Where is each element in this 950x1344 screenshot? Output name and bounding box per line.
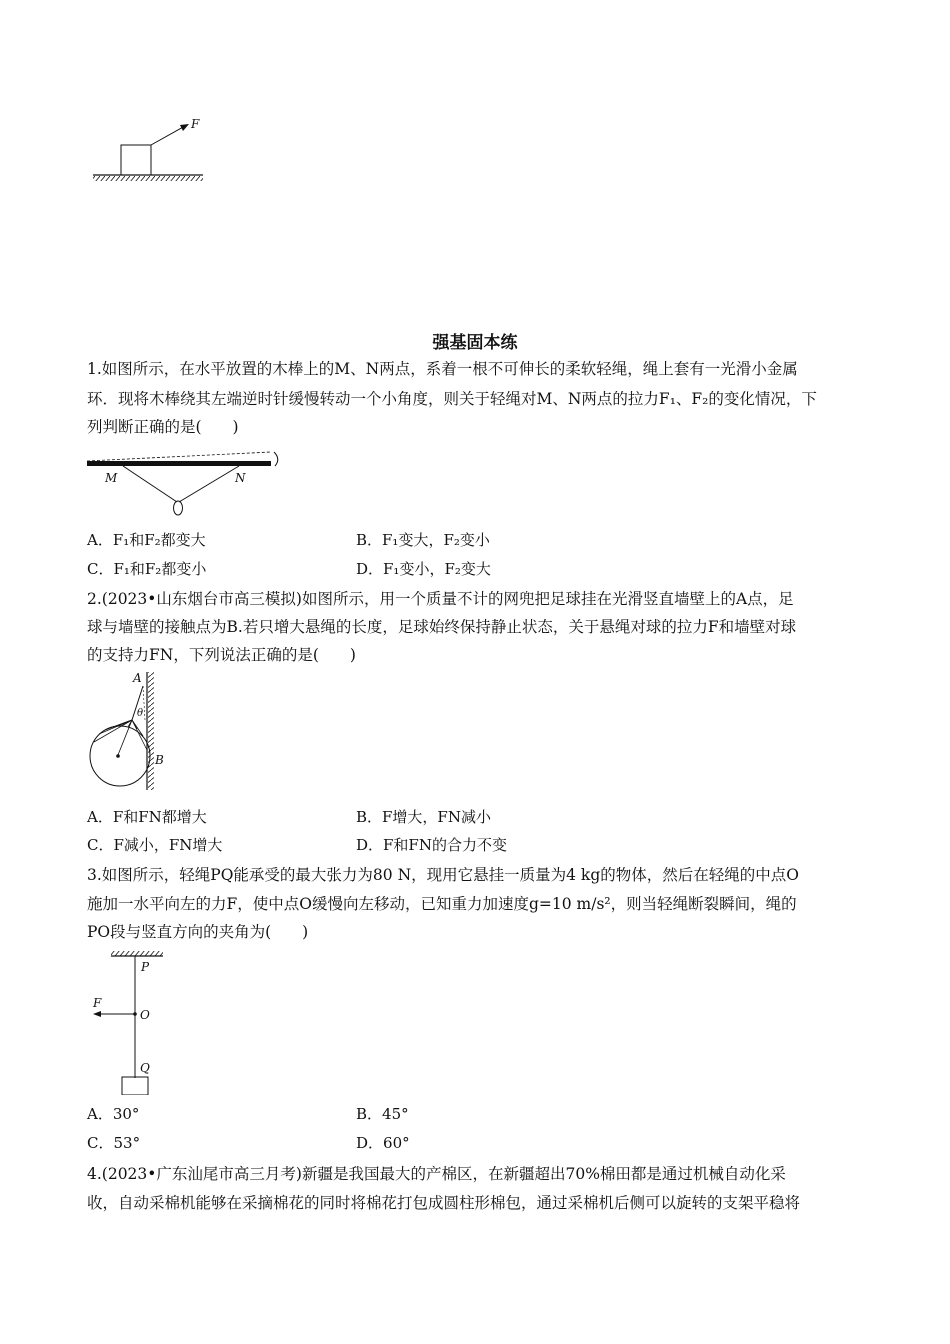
figure-ball-wall <box>85 670 175 795</box>
q4-line-1: 4.(2023•广东汕尾市高三月考)新疆是我国最大的产棉区，在新疆超出70%棉田都是通过机械自动化采 <box>87 1165 786 1183</box>
figure-rope-weight <box>85 950 175 1095</box>
q3-option-d[interactable]: D．60° <box>356 1134 410 1152</box>
figure-rod-ring <box>85 450 290 520</box>
q3-option-b[interactable]: B．45° <box>356 1105 409 1123</box>
q1-line-1: 1.如图所示，在水平放置的木棒上的M、N两点，系着一根不可伸长的柔软轻绳，绳上套有一光滑小金属 <box>87 360 798 378</box>
q1-option-c[interactable]: C．F₁和F₂都变小 <box>87 560 207 578</box>
q3-option-c[interactable]: C．53° <box>87 1134 141 1152</box>
figure-label-P: P <box>141 960 150 974</box>
figure-label-Q: Q <box>140 1061 150 1075</box>
figure-label-N: N <box>235 471 246 485</box>
figure-label-A: A <box>133 671 142 685</box>
q1-option-a[interactable]: A．F₁和F₂都变大 <box>87 531 206 549</box>
q1-option-b[interactable]: B．F₁变大，F₂变小 <box>356 531 490 549</box>
q2-option-b[interactable]: B．F增大，FN减小 <box>356 808 491 826</box>
figure-label-theta: θ <box>137 708 144 719</box>
q1-line-2: 环．现将木棒绕其左端逆时针缓慢转动一个小角度，则关于轻绳对M、N两点的拉力F₁、F₂的变化情况，下 <box>87 390 817 408</box>
q3-line-2: 施加一水平向左的力F，使中点O缓慢向左移动，已知重力加速度g=10 m/s²，则当轻绳断裂瞬间，绳的 <box>87 895 797 913</box>
q2-option-d[interactable]: D．F和FN的合力不变 <box>356 836 507 854</box>
q2-option-c[interactable]: C．F减小，FN增大 <box>87 836 223 854</box>
figure-label-F: F <box>93 996 102 1010</box>
q2-line-3: 的支持力FN，下列说法正确的是( ) <box>87 646 356 664</box>
figure-label-M: M <box>105 471 118 485</box>
q2-option-a[interactable]: A．F和FN都增大 <box>87 808 207 826</box>
section-title: 强基固本练 <box>432 333 518 353</box>
q3-option-a[interactable]: A．30° <box>87 1105 140 1123</box>
q4-line-2: 收，自动采棉机能够在采摘棉花的同时将棉花打包成圆柱形棉包，通过采棉机后侧可以旋转的支架平稳将 <box>87 1194 801 1212</box>
q3-line-1: 3.如图所示，轻绳PQ能承受的最大张力为80 N，现用它悬挂一质量为4 kg的物体，然后在轻绳的中点O <box>87 866 799 884</box>
q3-line-3: PO段与竖直方向的夹角为( ) <box>87 923 309 941</box>
figure-label-F: F <box>191 117 200 131</box>
q2-line-1: 2.(2023•山东烟台市高三模拟)如图所示，用一个质量不计的网兜把足球挂在光滑竖直墙壁上的A点，足 <box>87 590 794 608</box>
figure-block-force <box>85 110 215 190</box>
figure-label-O: O <box>140 1008 150 1022</box>
q1-option-d[interactable]: D．F₁变小，F₂变大 <box>356 560 491 578</box>
q2-line-2: 球与墙壁的接触点为B.若只增大悬绳的长度，足球始终保持静止状态，关于悬绳对球的拉力F和墙壁对球 <box>87 618 797 636</box>
q1-line-3: 列判断正确的是( ) <box>87 418 239 436</box>
figure-label-B: B <box>155 753 164 767</box>
